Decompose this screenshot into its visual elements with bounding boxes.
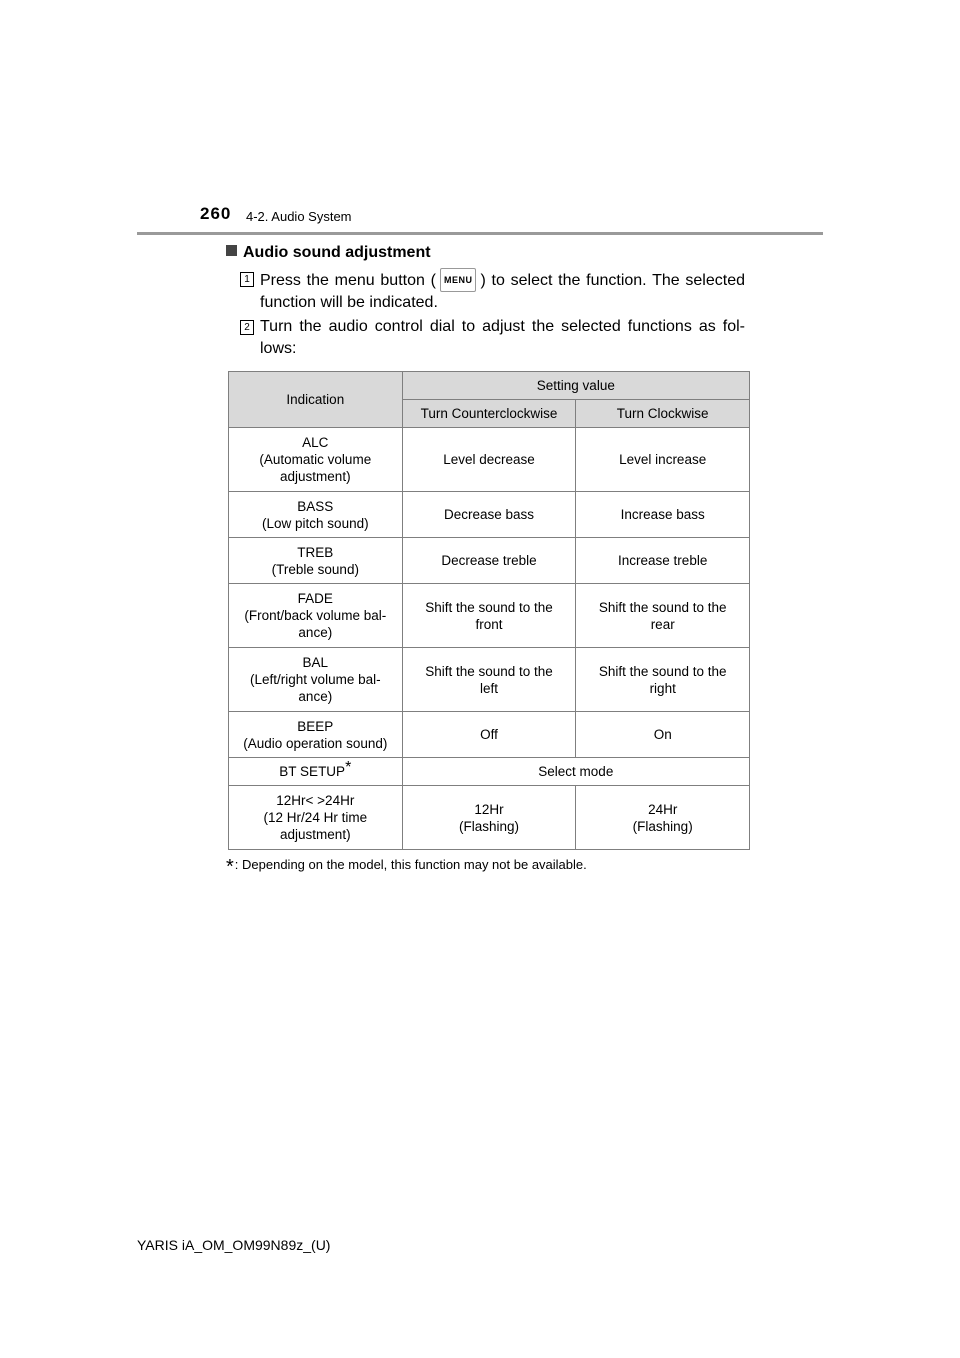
cell-line: 12Hr< >24Hr <box>276 793 355 808</box>
cell-indication <box>229 786 403 850</box>
cell-line: Shift the sound to the <box>425 599 553 615</box>
step-1-after: ) to select the function. The selected function will be indicated. <box>260 272 745 311</box>
section-heading <box>226 244 431 262</box>
footnote <box>226 856 587 879</box>
heading-text: Audio sound adjustment <box>243 244 431 261</box>
col-setting-value: Setting value <box>402 372 749 400</box>
cell-line: FADE <box>297 591 333 606</box>
cell-line: Off <box>480 727 498 742</box>
cell-indication <box>229 648 403 712</box>
cell-line: On <box>653 727 672 742</box>
cell-counterclockwise <box>402 538 576 584</box>
cell-line: ance) <box>298 689 333 704</box>
cell-line: Shift the sound to the <box>598 663 727 679</box>
cell-clockwise <box>576 712 750 758</box>
cell-counterclockwise <box>402 648 576 712</box>
cell-indication <box>229 538 403 584</box>
cell-line: Decrease bass <box>443 507 535 522</box>
cell-setting-merged <box>402 758 749 786</box>
audio-settings-table <box>228 371 750 850</box>
cell-clockwise <box>576 648 750 712</box>
cell-line: (Front/back volume bal- <box>244 608 387 623</box>
cell-line: ALC <box>302 435 329 450</box>
cell-line: Decrease treble <box>441 553 537 568</box>
header-rule <box>137 232 823 235</box>
table-row <box>229 758 750 786</box>
cell-line: (Automatic volume <box>259 452 372 467</box>
cell-indication <box>229 712 403 758</box>
footnote-star: * <box>226 856 234 878</box>
table-row <box>229 538 750 584</box>
cell-clockwise <box>576 584 750 648</box>
cell-line: Select mode <box>538 764 614 779</box>
cell-line: right <box>649 680 676 696</box>
cell-clockwise <box>576 538 750 584</box>
cell-clockwise <box>576 428 750 492</box>
cell-line: 12Hr <box>474 801 504 817</box>
cell-counterclockwise <box>402 786 576 850</box>
table-row <box>229 712 750 758</box>
cell-line: TREB <box>297 544 334 560</box>
cell-line: ance) <box>298 625 333 640</box>
table-row <box>229 786 750 850</box>
cell-line: Shift the sound to the <box>598 599 727 615</box>
cell-line: adjustment) <box>280 827 351 842</box>
cell-clockwise <box>576 786 750 850</box>
cell-line: BEEP <box>297 718 334 734</box>
cell-line: (Flashing) <box>632 818 693 834</box>
cell-line: (Flashing) <box>458 818 520 834</box>
footer-doc-id: YARIS iA_OM_OM99N89z_(U) <box>137 1237 331 1253</box>
table-row <box>229 428 750 492</box>
cell-counterclockwise <box>402 584 576 648</box>
cell-line: left <box>480 680 499 696</box>
cell-line: Level decrease <box>443 452 535 467</box>
cell-line: (12 Hr/24 Hr time <box>263 810 368 825</box>
cell-clockwise <box>576 492 750 538</box>
table-row <box>229 584 750 648</box>
step-number-2: 2 <box>240 320 254 335</box>
table-row <box>229 648 750 712</box>
cell-line: (Audio operation sound) <box>243 735 388 751</box>
cell-line: adjustment) <box>280 469 351 484</box>
cell-line: Increase bass <box>620 507 705 522</box>
step-1-before: Press the menu button ( <box>260 272 436 289</box>
cell-counterclockwise <box>402 712 576 758</box>
footnote-text: : Depending on the model, this function may not be available. <box>234 857 587 872</box>
square-bullet-icon <box>226 245 237 256</box>
cell-indication <box>229 428 403 492</box>
menu-button-icon: MENU <box>440 268 477 292</box>
cell-line: BT SETUP <box>279 764 346 779</box>
footnote-marker: * <box>345 759 352 776</box>
step-2-text: Turn the audio control dial to adjust the selected functions as fol-lows: <box>260 318 745 357</box>
step-number-1: 1 <box>240 272 254 287</box>
cell-indication <box>229 584 403 648</box>
col-indication: Indication <box>229 372 403 428</box>
col-counterclockwise: Turn Counterclockwise <box>402 400 576 428</box>
cell-line: (Left/right volume bal- <box>250 672 381 687</box>
cell-line: rear <box>650 616 675 632</box>
section-title: 4-2. Audio System <box>246 209 352 224</box>
cell-line: Shift the sound to the <box>425 663 553 679</box>
cell-indication <box>229 758 403 786</box>
cell-indication <box>229 492 403 538</box>
cell-line: BAL <box>302 655 329 670</box>
step-1-text <box>260 268 745 314</box>
table-row <box>229 492 750 538</box>
cell-line: (Low pitch sound) <box>262 515 369 531</box>
cell-line: BASS <box>297 498 334 514</box>
cell-line: Level increase <box>619 452 707 467</box>
col-clockwise: Turn Clockwise <box>576 400 750 428</box>
cell-line: Increase treble <box>618 553 708 568</box>
cell-line: (Treble sound) <box>271 561 359 577</box>
cell-counterclockwise <box>402 492 576 538</box>
page-number: 260 <box>200 204 232 223</box>
cell-line: 24Hr <box>648 801 678 817</box>
cell-counterclockwise <box>402 428 576 492</box>
cell-line: front <box>475 616 503 632</box>
